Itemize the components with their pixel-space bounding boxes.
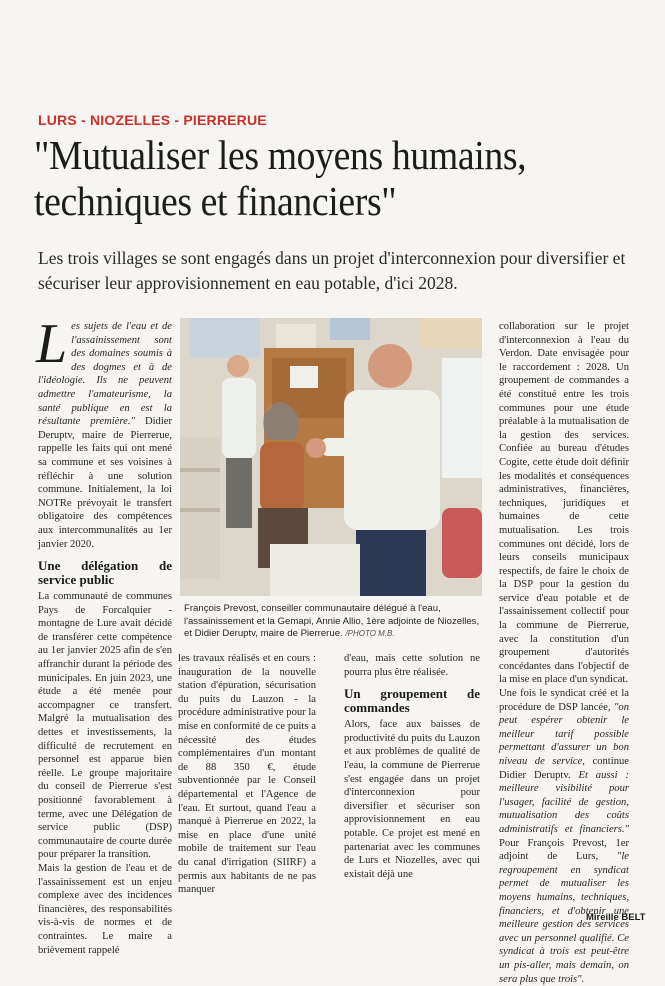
standfirst: Les trois villages se sont engagés dans un projet d'interconnexion pour diversifier et sécuriser leur approvisionnement en eau potable, d'ici 2028. [38, 248, 626, 293]
body-paragraph: les travaux réalisés et en cours : inauguration de la nouvelle station d'épuration, sécurisation du puits du Lauzon - la procédure administrative pour la mise en conformité de ce puits a nécessité des études complémentaires d'un montant de 88 350 €, étude subventionnée par le Conseil départemental et l'Agence de l'eau. Et surtout, quand l'eau a manqué à Pierrerue en 2022, la mise en place d'une unité mobile de traitement sur l'eau du canal d'irrigation (SIIRF) a permis aux habitants de ne pas manquer [178, 653, 316, 896]
quote-run: "on peut espérer obtenir le meilleur tarif possible permettant d'assurer un bon niveau de service, [499, 701, 629, 767]
intro-rest: Didier Deruptv, maire de Pierrerue, rappelle les faits qui ont mené sa commune et ses voisines à réfléchir à une solution commune. Initialement, la loi NOTRe prévoyait le transfert obligatoire des compétences aux intercommunalités au 1er janvier 2020. [38, 416, 173, 550]
body-paragraph: collaboration sur le projet d'interconnexion à l'eau du Verdon. Date envisagée pour le raccordement : 2028. Un groupement de commandes a été constitué entre les trois communes pour une étude préalable à la mutualisation de la gestion des services. Confiée au bureau d'études Cogite, cette étude doit définir les modalités et conséquences administratives, financières, techniques, juridiques et humaines de cette mutualisation. Les trois communes ont décidé, lors de leurs conseils municipaux respectifs, de faire le choix de la DSP pour la gestion du service d'eau potable et de l'assainissement collectif pour la commune de Pierrerue, avec la constitution d'un groupement d'autorités concédantes dans l'objectif de la mise en place d'un syndicat. [499, 321, 629, 686]
quote-run: Et aussi : meilleure visibilité pour l'usager, facilité de gestion, mutualisation des coûts administratifs et financiers." [499, 769, 629, 835]
article-photo [180, 318, 482, 596]
byline: Mireille BELT [586, 912, 646, 923]
subhead-delegation: Une délégation de service public [38, 558, 172, 588]
text-run: Pour François Prevost, 1er adjoint de Lurs, [499, 837, 629, 863]
column-2 [178, 652, 316, 897]
quote-run: "le regroupement en syndicat permet de mutualiser les moyens humains, techniques, financiers, et d'obtenir une meilleure gestion des services avec un personnel qualifié. Ce syndicat à trois est peut-être un pis-aller, mais demain, on sera plus que trois". [499, 851, 629, 985]
column-3 [344, 652, 480, 881]
location-kicker: LURS - NIOZELLES - PIERRERUE [38, 112, 267, 128]
body-paragraph: Alors, face aux baisses de productivité du puits du Lauzon et aux problèmes de qualité de l'eau, la commune de Pierrerue s'est engagée dans un projet d'interconnexion pour diversifier et sécuriser son approvisionnement en eau potable. Ce projet est mené en partenariat avec les communes de Lurs et Niozelles, avec qui existait déjà une [344, 719, 480, 880]
column-4 [499, 320, 629, 986]
headline: "Mutualiser les moyens humains, techniques et financiers" [34, 132, 527, 224]
drop-cap: L [36, 313, 68, 375]
column-1 [36, 313, 173, 957]
body-paragraph: La communauté de communes Pays de Forcalquier - montagne de Lure avait décidé de transférer cette compétence au 1er janvier 2025 afin de s'en affranchir durant la période des municipales. En juin 2023, une étude a été menée pour accompagner ce transfert. Malgré la mutualisation des dettes et investissements, la difficulté de recrutement en personnel est apparue bien réelle. Le groupe majoritaire du conseil de Pierrerue s'est positionné favorablement à terme, avec une Délégation de service public (DSP) communautaire de courte durée pour préparer la transition. [38, 591, 172, 861]
intro-paragraph [36, 313, 173, 551]
photo-credit: /PHOTO M.B. [345, 629, 395, 639]
photo-caption [184, 603, 484, 641]
photo-illustration [180, 318, 482, 596]
subhead-groupement: Un groupement de commandes [344, 686, 480, 716]
text-run: Une fois le syndicat créé et la procédure de DSP lancée, [499, 688, 629, 713]
body-paragraph: Mais la gestion de l'eau et de l'assainissement est un enjeu complexe avec des incidences financières, des responsabilités vis-à-vis de normes et de contraintes. Le maire a brièvement rappelé [38, 862, 172, 956]
caption-text: François Prevost, conseiller communautaire délégué à l'eau, l'assainissement et la Gemapi, Annie Allio, 1ère adjointe de Niozelles, et Didier Deruptv, maire de Pierrerue. [184, 603, 480, 640]
text-run: continue Didier Deruptv. [499, 756, 629, 781]
body-paragraph-quotes [499, 687, 629, 986]
body-paragraph: d'eau, mais cette solution ne pourra plus être réalisée. [344, 653, 480, 678]
intro-quote: es sujets de l'eau et de l'assainissement sont des domaines soumis à des dogmes et à de l'idéologie. Ils ne peuvent admettre l'amateurisme, la santé publique en est la résultante première." [38, 321, 172, 428]
